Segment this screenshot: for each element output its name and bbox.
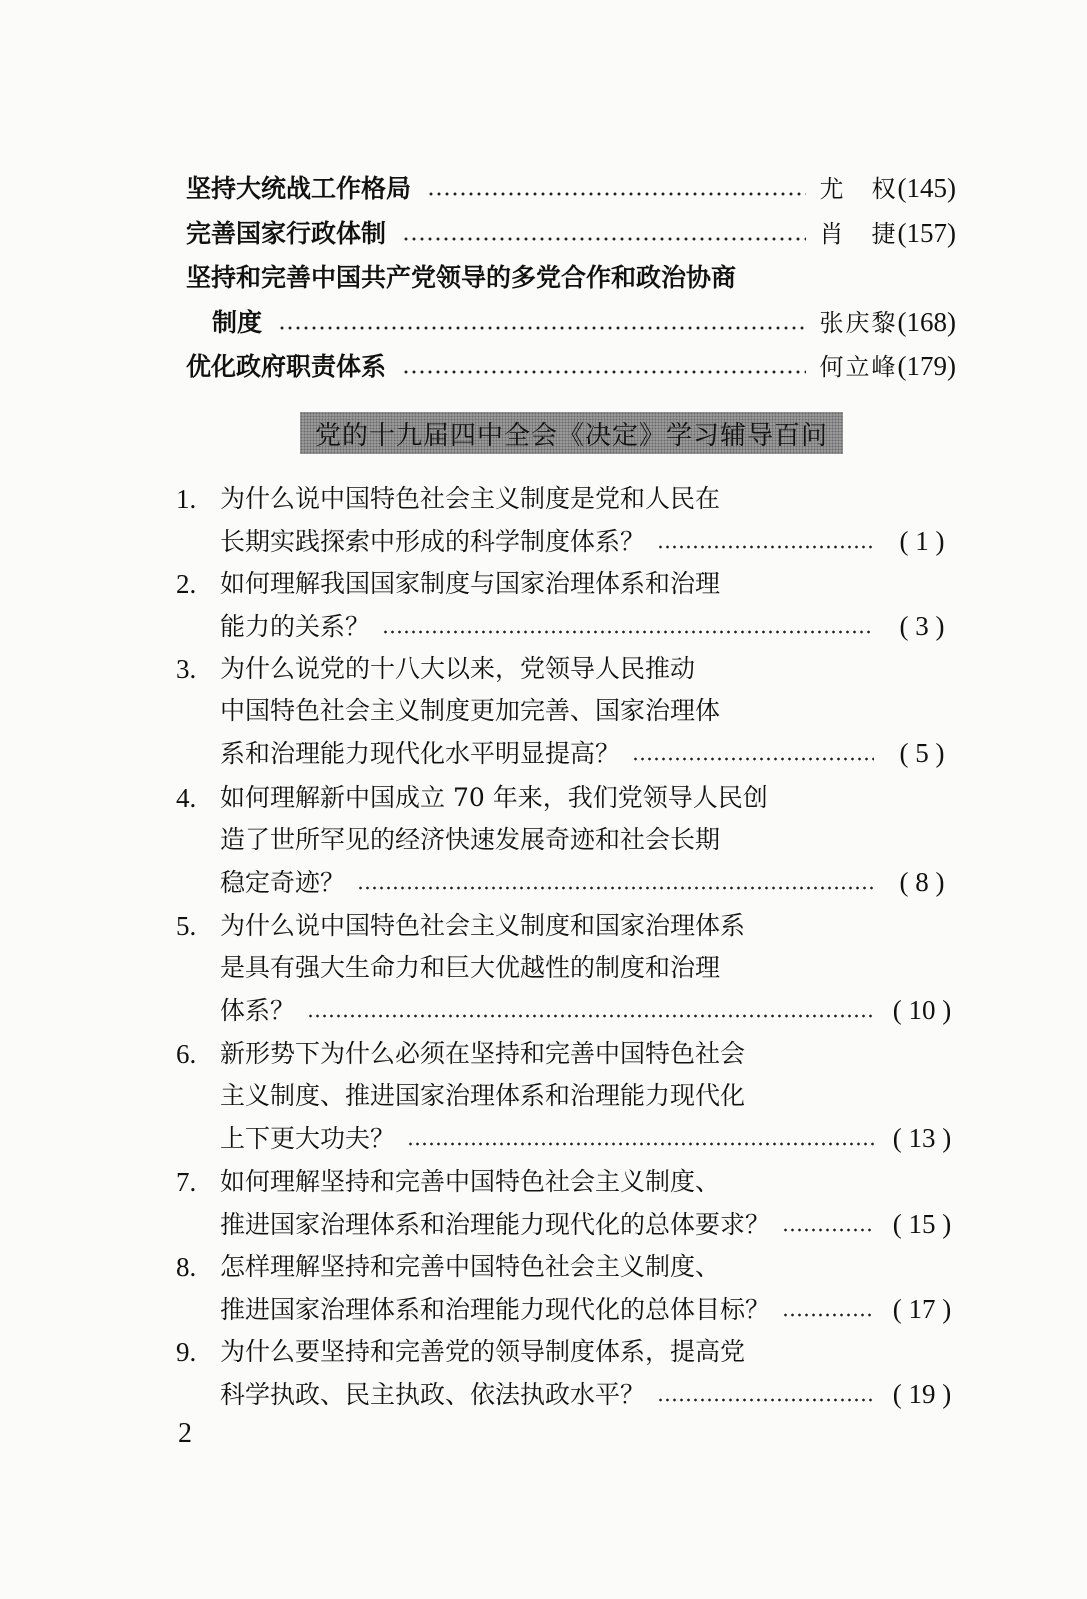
dot-leader: [632, 756, 874, 762]
dot-leader: [357, 885, 874, 891]
question-line: 稳定奇迹？: [220, 868, 346, 897]
question-page: ( 10 ): [892, 995, 952, 1025]
entry-page: (145): [897, 173, 956, 203]
section-heading-banner: [300, 412, 843, 454]
question-entry[interactable]: [176, 1331, 958, 1415]
question-page: ( 17 ): [892, 1294, 952, 1324]
question-line: 是具有强大生命力和巨大优越性的制度和治理: [220, 953, 721, 982]
entry-author: 张庆黎: [819, 309, 898, 337]
entry-title: 坚持大统战工作格局: [186, 174, 412, 203]
question-number: 8.: [176, 1252, 197, 1282]
question-line: 科学执政、民主执政、依法执政水平？: [220, 1380, 646, 1409]
question-entry[interactable]: [176, 905, 958, 1031]
question-line: 怎样理解坚持和完善中国特色社会主义制度、: [220, 1252, 721, 1281]
question-line: 为什么说中国特色社会主义制度是党和人民在: [220, 484, 721, 513]
entry-title: 优化政府职责体系: [186, 352, 387, 381]
question-line: 长期实践探索中形成的科学制度体系？: [220, 527, 646, 556]
toc-entry[interactable]: [186, 351, 956, 382]
question-entry[interactable]: [176, 648, 958, 774]
question-number: 7.: [176, 1167, 197, 1197]
dot-leader: [657, 544, 874, 550]
question-entry[interactable]: [176, 1033, 958, 1159]
page-number: 2: [178, 1418, 192, 1449]
question-line: 为什么要坚持和完善党的领导制度体系，提高党: [220, 1337, 746, 1366]
entry-title: 完善国家行政体制: [186, 219, 387, 248]
question-entry[interactable]: [176, 1246, 958, 1330]
question-page: ( 5 ): [899, 738, 945, 768]
entry-title-line2: 制度: [212, 308, 263, 337]
entry-page: (157): [897, 218, 956, 248]
question-page: ( 1 ): [899, 526, 945, 556]
dot-leader: [402, 369, 806, 375]
question-entry[interactable]: [176, 563, 958, 647]
question-line: 新形势下为什么必须在坚持和完善中国特色社会: [220, 1039, 746, 1068]
question-page: ( 3 ): [899, 611, 945, 641]
entry-page: (168): [897, 307, 956, 337]
question-line: 体系？: [220, 996, 296, 1025]
entry-author: 尤 权: [819, 175, 898, 203]
entry-author: 何立峰: [819, 353, 898, 381]
entry-title-line1: 坚持和完善中国共产党领导的多党合作和政治协商: [186, 263, 737, 292]
dot-leader: [407, 1141, 874, 1147]
question-line: 主义制度、推进国家治理体系和治理能力现代化: [220, 1081, 746, 1110]
question-number: 9.: [176, 1337, 197, 1367]
question-number: 2.: [176, 569, 197, 599]
question-number: 5.: [176, 911, 197, 941]
question-line: 如何理解我国国家制度与国家治理体系和治理: [220, 569, 721, 598]
question-number: 3.: [176, 654, 197, 684]
question-entry[interactable]: [176, 777, 958, 903]
entry-page: (179): [897, 351, 956, 381]
question-line: 如何理解坚持和完善中国特色社会主义制度、: [220, 1167, 721, 1196]
question-line: 推进国家治理体系和治理能力现代化的总体要求？: [220, 1210, 771, 1239]
question-number: 6.: [176, 1039, 197, 1069]
question-line: 造了世所罕见的经济快速发展奇迹和社会长期: [220, 825, 721, 854]
question-page: ( 15 ): [892, 1209, 952, 1239]
question-entry[interactable]: [176, 478, 958, 562]
entry-author: 肖 捷: [819, 220, 898, 248]
question-line: 为什么说中国特色社会主义制度和国家治理体系: [220, 911, 746, 940]
toc-entry[interactable]: [186, 173, 956, 204]
question-entry[interactable]: [176, 1161, 958, 1245]
question-line: 能力的关系？: [220, 612, 371, 641]
question-line: 为什么说党的十八大以来，党领导人民推动: [220, 654, 696, 683]
dot-leader: [427, 191, 806, 197]
question-number: 1.: [176, 484, 197, 514]
dot-leader: [278, 325, 806, 331]
dot-leader: [782, 1312, 874, 1318]
question-page: ( 8 ): [899, 867, 945, 897]
question-line: 推进国家治理体系和治理能力现代化的总体目标？: [220, 1295, 771, 1324]
question-line: 系和治理能力现代化水平明显提高？: [220, 739, 621, 768]
toc-entry[interactable]: [212, 307, 956, 338]
dot-leader: [307, 1013, 874, 1019]
question-line: 如何理解新中国成立 70 年来，我们党领导人民创: [220, 783, 768, 812]
toc-entry[interactable]: [186, 218, 956, 249]
question-line: 中国特色社会主义制度更加完善、国家治理体: [220, 696, 721, 725]
dot-leader: [657, 1397, 874, 1403]
question-page: ( 19 ): [892, 1379, 952, 1409]
section-heading: 党的十九届四中全会《决定》学习辅导百问: [314, 420, 828, 451]
question-page: ( 13 ): [892, 1123, 952, 1153]
dot-leader: [382, 629, 874, 635]
question-number: 4.: [176, 783, 197, 813]
dot-leader: [402, 236, 806, 242]
question-line: 上下更大功夫？: [220, 1124, 396, 1153]
dot-leader: [782, 1227, 874, 1233]
